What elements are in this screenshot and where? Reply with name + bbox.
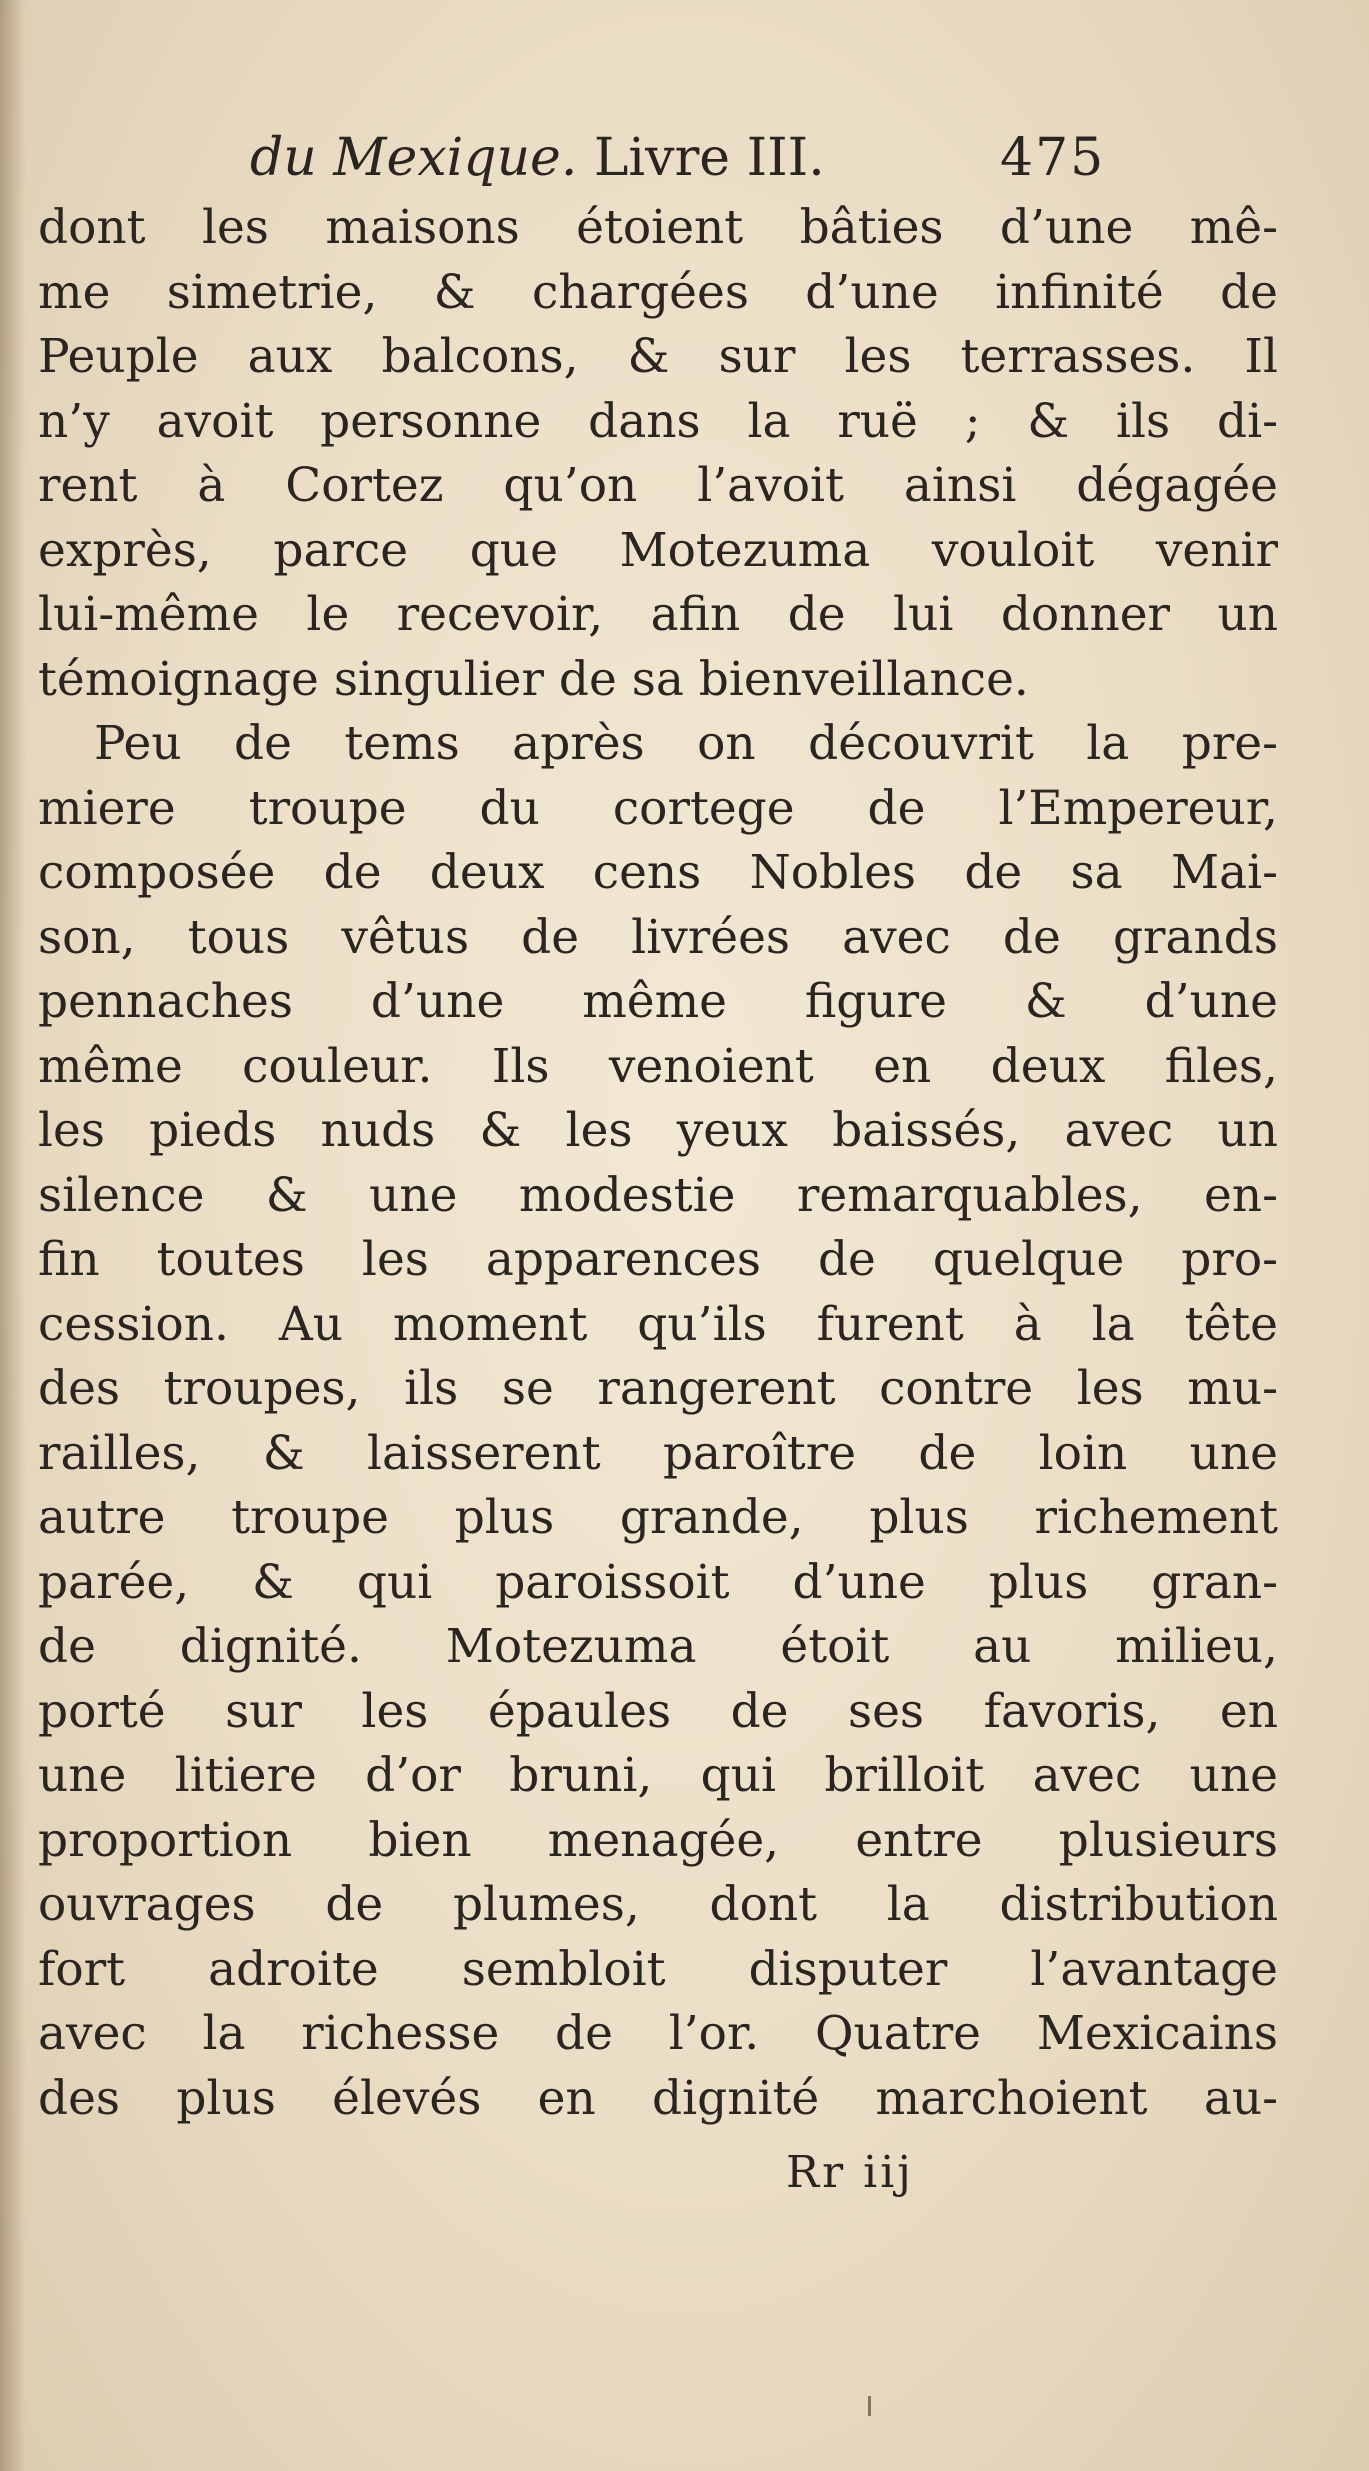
page-number: 475 xyxy=(1000,128,1106,188)
text-line: exprès, parce que Motezuma vouloit venir xyxy=(38,522,1278,578)
text-line: railles, & laisserent paroître de loin une xyxy=(38,1425,1278,1481)
running-title-book: Livre III. xyxy=(577,128,825,188)
text-line: des plus élevés en dignité marchoient au- xyxy=(38,2070,1278,2126)
text-line: composée de deux cens Nobles de sa Mai- xyxy=(38,845,1278,900)
text-line: fin toutes les apparences de quelque pro- xyxy=(38,1232,1278,1287)
text-line: une litiere d’or bruni, qui brilloit avec une xyxy=(38,1748,1278,1803)
paragraph-first-line: Peu de tems après on découvrit la pre- xyxy=(94,716,1278,771)
text-line: des troupes, ils se rangerent contre les mu- xyxy=(38,1361,1278,1416)
text-line: silence & une modestie remarquables, en- xyxy=(38,1167,1278,1223)
text-line: autre troupe plus grande, plus richement xyxy=(38,1490,1278,1545)
text-line: n’y avoit personne dans la ruë ; & ils di- xyxy=(38,393,1278,449)
text-line: proportion bien menagée, entre plusieurs xyxy=(38,1812,1278,1868)
text-line: cession. Au moment qu’ils furent à la tête xyxy=(38,1296,1278,1352)
text-line: son, tous vêtus de livrées avec de grands xyxy=(38,909,1278,965)
text-line: témoignage singulier de sa bienveillance. xyxy=(38,651,1029,707)
body-text xyxy=(38,196,1278,2131)
running-title xyxy=(250,118,825,198)
running-title-italic: du Mexique. xyxy=(250,128,578,188)
page-gutter-shadow xyxy=(0,0,26,2471)
text-line: miere troupe du cortege de l’Empereur, xyxy=(38,780,1278,836)
text-line: rent à Cortez qu’on l’avoit ainsi dégagée xyxy=(38,458,1278,513)
text-line: fort adroite sembloit disputer l’avantage xyxy=(38,1941,1278,1997)
text-line: parée, & qui paroissoit d’une plus gran- xyxy=(38,1554,1278,1610)
text-line: ouvrages de plumes, dont la distribution xyxy=(38,1877,1278,1932)
text-line: même couleur. Ils venoient en deux files, xyxy=(38,1038,1278,1094)
text-line: dont les maisons étoient bâties d’une mê- xyxy=(38,200,1278,255)
text-line: de dignité. Motezuma étoit au milieu, xyxy=(38,1619,1278,1674)
text-line: me simetrie, & chargées d’une infinité de xyxy=(38,264,1278,320)
signature-mark: Rr iij xyxy=(786,2147,914,2198)
text-line: les pieds nuds & les yeux baissés, avec un xyxy=(38,1103,1278,1158)
text-line: lui-même le recevoir, afin de lui donner un xyxy=(38,587,1278,642)
text-line: porté sur les épaules de ses favoris, en xyxy=(38,1683,1278,1739)
text-line: pennaches d’une même figure & d’une xyxy=(38,974,1278,1029)
text-line: Peuple aux balcons, & sur les terrasses. Il xyxy=(38,329,1278,384)
running-head xyxy=(0,118,1369,198)
text-line: avec la richesse de l’or. Quatre Mexicains xyxy=(38,2006,1278,2061)
stray-ink-mark xyxy=(868,2396,871,2416)
